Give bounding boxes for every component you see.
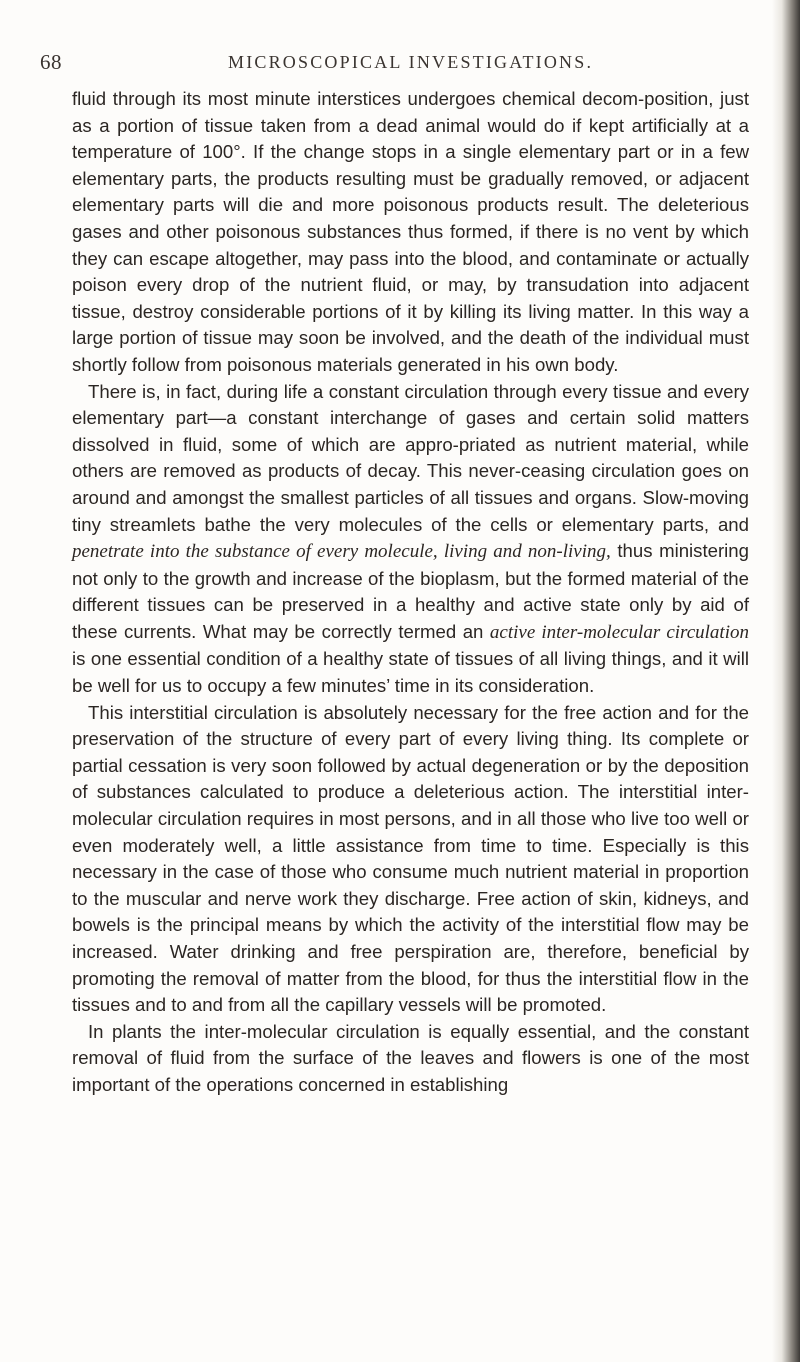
page-binding-edge <box>772 0 800 1362</box>
paragraph-2-italic-1: penetrate into the substance of every molecule, living and non-living, <box>72 541 611 563</box>
body-text <box>72 86 749 1099</box>
paragraph-2-italic-2: active inter-molecular circulation <box>489 621 749 643</box>
page-number: 68 <box>40 50 62 74</box>
paragraph-3: This interstitial circulation is absolutely necessary for the free action and for the preservation of the structure of every part of every living thing. Its complete or partial cessation is very soon followed by actual degeneration or by the deposition of substances calculated to produce a deleterious action. The interstitial inter-molecular circulation requires in most persons, and in all those who live too well or even moderately well, a little assistance from time to time. Especially is this necessary in the case of those who consume much nutrient material in proportion to the muscular and nerve work they discharge. Free action of skin, kidneys, and bowels is the principal means by which the activity of the interstitial flow may be increased. Water drinking and free perspiration are, therefore, beneficial by promoting the removal of matter from the blood, for thus the interstitial flow in the tissues and to and from all the capillary vessels will be promoted. <box>72 701 749 1016</box>
running-title: MICROSCOPICAL INVESTIGATIONS. <box>228 52 594 72</box>
paragraph-2-part-2: thus ministering not only to the growth and increase of the bioplasm, but the formed material of the different tissues can be preserved in a healthy and active state only by aid of these currents. What may be correctly termed an <box>72 540 749 642</box>
paragraph-2-part-3: is one essential condition of a healthy state of tissues of all living things, and it will be well for us to occupy a few minutes’ time in its consideration. <box>72 648 749 697</box>
paragraph-1: fluid through its most minute interstices undergoes chemical decom-position, just as a portion of tissue taken from a dead animal would do if kept artificially at a temperature of 100°. If the change stops in a single elementary part or in a few elementary parts, the products resulting must be gradually removed, or adjacent elementary parts will die and more poisonous products result. The deleterious gases and other poisonous substances thus formed, if there is no vent by which they can escape altogether, may pass into the blood, and contaminate or actually poison every drop of the nutrient fluid, or may, by transudation into adjacent tissue, destroy considerable portions of it by killing its living matter. In this way a large portion of tissue may soon be involved, and the death of the individual must shortly follow from poisonous materials generated in his own body. <box>72 88 749 375</box>
paragraph-4: In plants the inter-molecular circulation is equally essential, and the constant removal of fluid from the surface of the leaves and flowers is one of the most important of the operations concerned in establishing <box>72 1020 749 1095</box>
paragraph-2 <box>72 379 749 700</box>
paragraph-2-part-1: There is, in fact, during life a constant circulation through every tissue and every elementary part—a constant interchange of gases and certain solid matters dissolved in fluid, some of which are appro-priated as nutrient material, while others are removed as products of decay. This never-ceasing circulation goes on around and amongst the smallest particles of all tissues and organs. Slow-moving tiny streamlets bathe the very molecules of the cells or elementary parts, and <box>72 380 749 535</box>
running-head <box>40 50 760 80</box>
